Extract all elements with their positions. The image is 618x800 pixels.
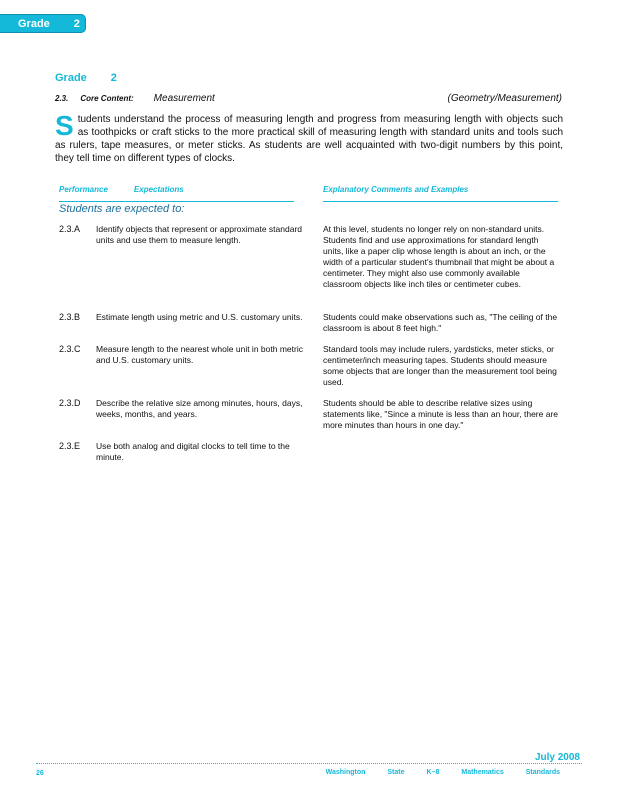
grade-tab-label: Grade — [18, 18, 50, 30]
standard-text: Estimate length using metric and U.S. customary units. — [96, 312, 303, 322]
footer-title — [326, 769, 560, 776]
intro-dropcap: S — [55, 110, 74, 141]
standard-text: Use both analog and digital clocks to tell time to the minute. — [96, 441, 290, 462]
page-number: 26 — [36, 770, 44, 777]
standard-comment: Standard tools may include rulers, yardsticks, meter sticks, or centimeter/inch measuring tapes. Students should measure some objects that are longer than the measurement tool being used. — [323, 344, 557, 387]
footer-date: July 2008 — [534, 752, 580, 763]
grade-heading-label: Grade — [55, 72, 87, 84]
footer-title-word: Mathematics — [461, 769, 504, 776]
standard-code: 2.3.B — [59, 312, 81, 322]
performance-header-part: Performance — [59, 185, 108, 194]
standard-code: 2.3.D — [59, 398, 81, 408]
grade-tab-number: 2 — [73, 18, 80, 30]
footer-divider — [36, 763, 582, 764]
grade-tab — [0, 14, 86, 33]
core-content-code: 2.3. — [55, 94, 69, 103]
standard-code: 2.3.C — [59, 344, 81, 354]
footer-title-word: State — [387, 769, 405, 776]
core-content-line — [55, 93, 562, 104]
core-content-label: Core Content: — [80, 94, 134, 103]
expectations-header-part: Expectations — [133, 185, 184, 194]
footer-title-word: K–8 — [426, 769, 440, 776]
standard-text: Identify objects that represent or approximate standard units and use them to measure length. — [96, 224, 303, 245]
standard-text: Measure length to the nearest whole unit in both metric and U.S. customary units. — [96, 344, 303, 365]
core-content-strand: (Geometry/Measurement) — [447, 93, 562, 104]
intro-text: tudents understand the process of measuring length and progress from measuring length with objects such as toothpicks or craft sticks to the more practical skill of measuring length with standard units and tools such as rulers, tape measures, or meter sticks. As students are well acquainted with two-digit numbers by this point, they tell time on different types of clocks. — [55, 114, 563, 164]
grade-heading-number: 2 — [110, 72, 117, 84]
grade-heading — [55, 72, 117, 84]
footer-title-word: Washington — [325, 769, 366, 776]
standard-text: Describe the relative size among minutes, hours, days, weeks, months, and years. — [96, 398, 303, 419]
standard-comment: At this level, students no longer rely on non-standard units. Students find and use approximations for standard length units, like a paper clip whose length is about an inch, or the width of a particular student's thumbnail that might be about a centimeter. They might also use commonly available classroom objects like inch tiles or centimeter cubes. — [323, 224, 555, 289]
core-content-topic: Measurement — [153, 93, 215, 104]
explanatory-comments-header: Explanatory Comments and Examples — [323, 185, 558, 202]
standard-code: 2.3.E — [59, 441, 81, 451]
standard-comment: Students should be able to describe relative sizes using statements like, "Since a minute is less than an hour, there are more minutes than hours in one day." — [323, 398, 559, 430]
performance-expectations-header — [59, 185, 294, 202]
intro-paragraph — [55, 110, 563, 165]
students-expected-label: Students are expected to: — [59, 203, 185, 215]
standard-code: 2.3.A — [59, 224, 81, 234]
footer-title-word: Standards — [525, 769, 560, 776]
standard-comment: Students could make observations such as, "The ceiling of the classroom is about 8 feet high." — [323, 312, 558, 333]
